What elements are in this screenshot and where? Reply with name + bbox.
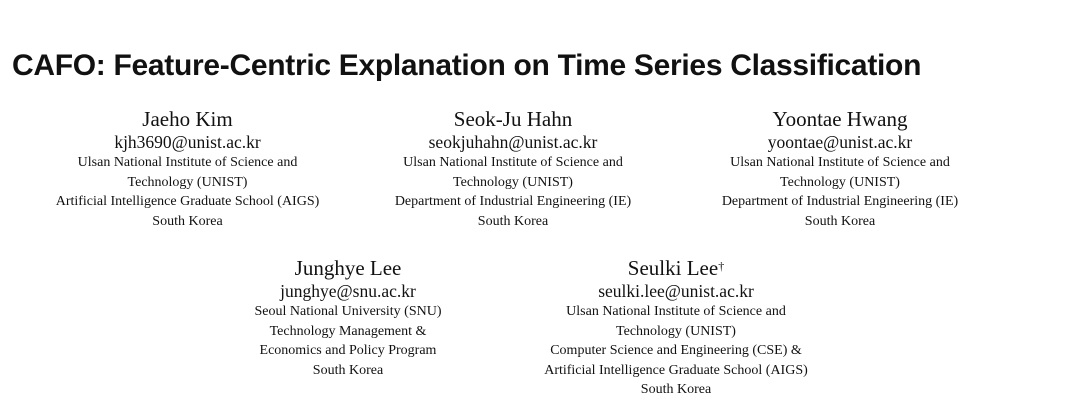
author-affiliation-line: Ulsan National Institute of Science and	[566, 304, 786, 319]
author-country: South Korea	[804, 213, 876, 229]
author-affiliation-line: Technology (UNIST)	[780, 174, 900, 190]
author-name: Seulki Lee	[627, 256, 719, 280]
author-affiliation-line: Ulsan National Institute of Science and	[77, 155, 298, 170]
author-country: South Korea	[477, 213, 549, 229]
author-affiliation-line: Ulsan National Institute of Science and	[730, 155, 950, 170]
author-affiliation-line: Seoul National University (SNU)	[254, 304, 442, 319]
author-affiliation-line: Economics and Policy Program	[259, 343, 437, 358]
author-email: seulki.lee@unist.ac.kr	[598, 281, 754, 301]
author-name: Yoontae Hwang	[772, 107, 908, 131]
author-block-seulki-lee	[508, 256, 844, 400]
author-country: South Korea	[640, 382, 712, 397]
author-affiliation-line: Computer Science and Engineering (CSE) &	[550, 343, 802, 358]
author-affiliation-line: Department of Industrial Engineering (IE)	[394, 194, 632, 209]
corresponding-author-mark: †	[718, 259, 725, 273]
author-email: yoontae@unist.ac.kr	[767, 132, 913, 152]
author-affiliation-line: Department of Industrial Engineering (IE)	[721, 194, 959, 209]
author-name: Seok-Ju Hahn	[453, 107, 573, 131]
author-name-row	[508, 256, 844, 280]
author-affiliation-line: Technology (UNIST)	[127, 174, 248, 190]
author-country: South Korea	[152, 213, 223, 229]
author-affiliation-line: Technology (UNIST)	[453, 174, 573, 190]
author-block-yoontae-hwang	[688, 107, 992, 231]
author-email: junghye@snu.ac.kr	[280, 281, 416, 301]
author-email: kjh3690@unist.ac.kr	[114, 132, 261, 152]
author-affiliation-line: Artificial Intelligence Graduate School (AIGS)	[544, 362, 808, 378]
author-affiliation-line: Technology (UNIST)	[616, 323, 736, 339]
author-affiliation-line: Technology Management &	[269, 323, 427, 339]
author-country: South Korea	[312, 362, 384, 378]
author-affiliation-line: Artificial Intelligence Graduate School (AIGS)	[55, 194, 320, 209]
author-affiliation-line: Ulsan National Institute of Science and	[403, 155, 623, 170]
author-block-seok-ju-hahn	[360, 107, 666, 231]
author-name: Jaeho Kim	[142, 107, 233, 131]
author-email: seokjuhahn@unist.ac.kr	[428, 132, 598, 152]
author-block-junghye-lee	[228, 256, 468, 380]
paper-title: CAFO: Feature-Centric Explanation on Time Series Classification	[12, 49, 922, 82]
author-name: Junghye Lee	[294, 256, 402, 280]
author-block-jaeho-kim	[20, 107, 355, 231]
